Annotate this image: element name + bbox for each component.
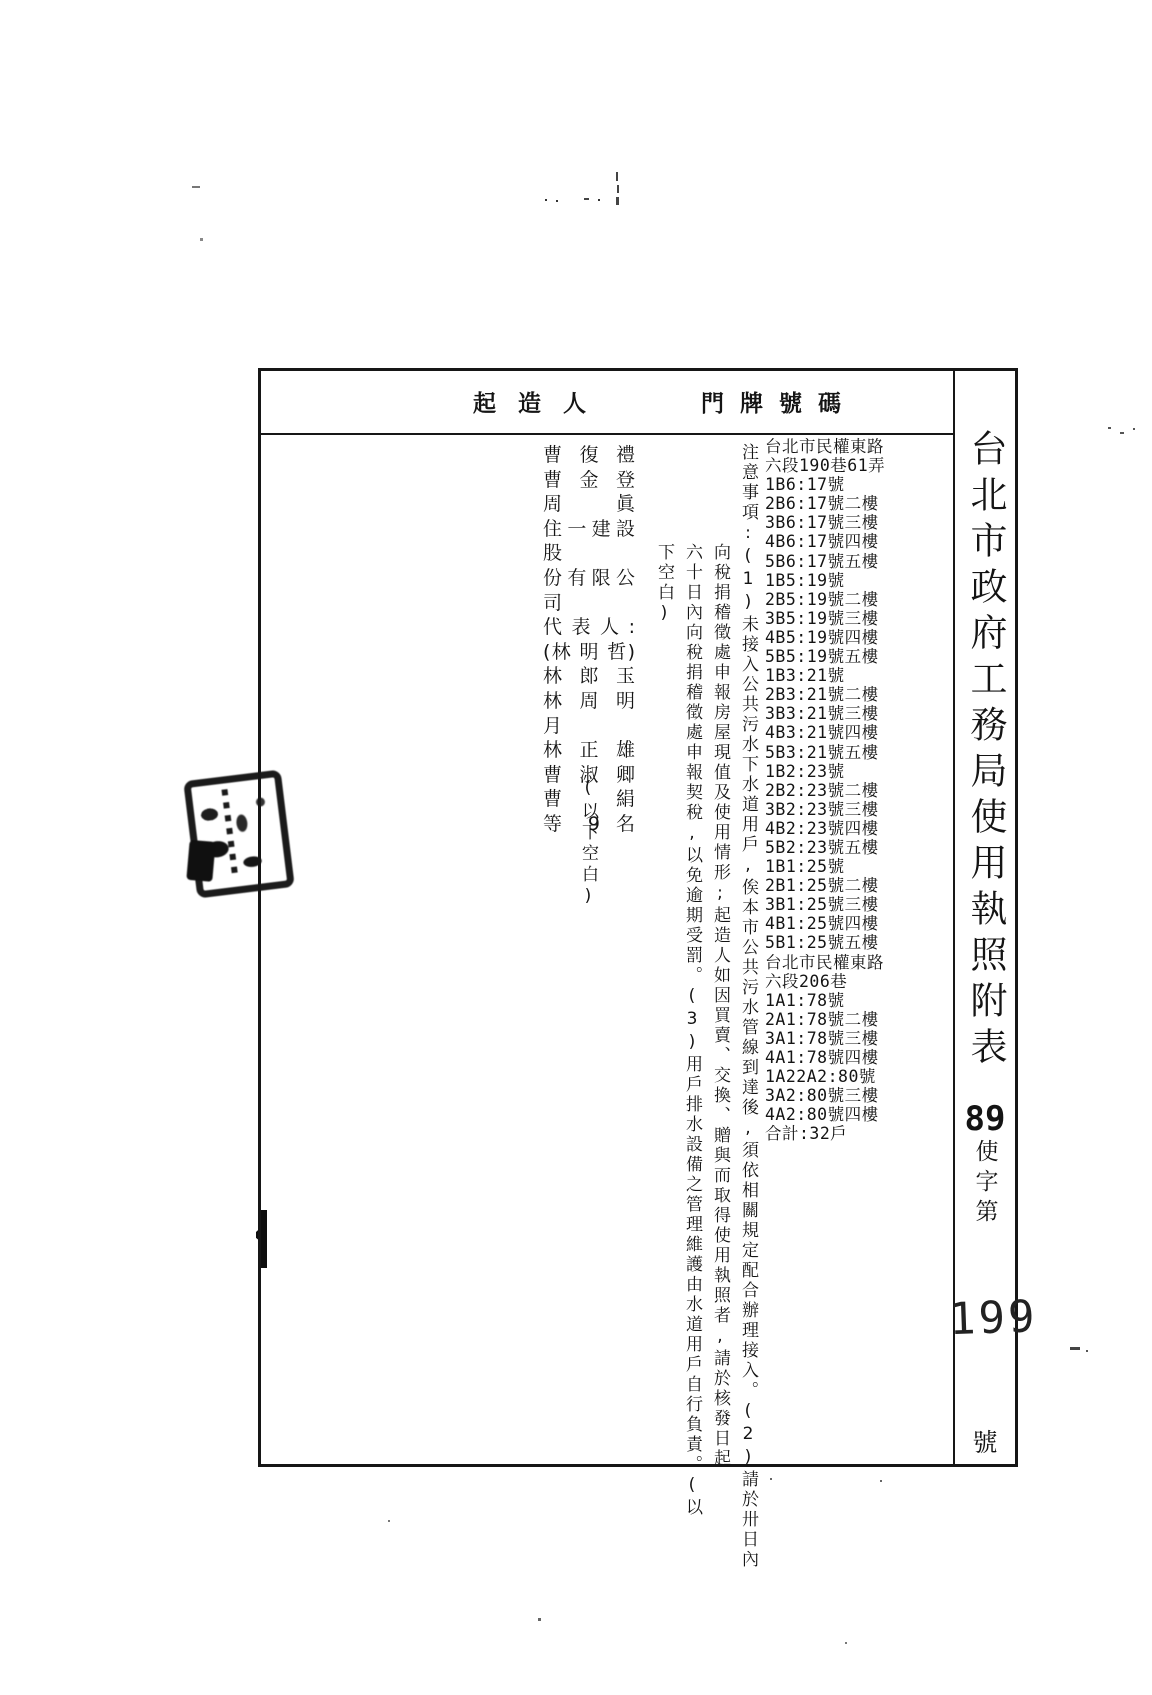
address-line: 2B1:25號二樓: [765, 876, 879, 896]
builder-name-line: 曹 金 登: [543, 468, 635, 491]
notes-column-2: 向稅捐稽徵處申報房屋現值及使用情形;起造人如因買賣、交換、贈與而取得使用執照者,請於核發日起: [710, 543, 730, 1469]
scan-noise: [616, 172, 618, 181]
address-line: 1A1:78號: [765, 990, 845, 1010]
address-line: 4B6:17號四樓: [765, 532, 879, 552]
builder-name-line: 住一建設股: [543, 517, 635, 565]
builder-name-line: 代 表 人 :: [543, 616, 635, 639]
scan-noise: [538, 1618, 541, 1621]
address-line: 六段190巷61弄: [765, 456, 886, 476]
scan-noise: [598, 199, 600, 201]
builder-name-line: 等 9 名: [543, 812, 635, 835]
builder-name-line: 林 正 雄: [543, 739, 635, 762]
address-line: 2A1:78號二樓: [765, 1009, 879, 1029]
builder-name-line: 曹 淑 卿: [543, 763, 635, 786]
scan-noise: [556, 200, 558, 202]
address-line: 3B3:21號三樓: [765, 704, 879, 724]
address-line: 1B3:21號: [765, 666, 845, 686]
address-line: 1A22A2:80號: [765, 1067, 876, 1087]
permit-table: [258, 368, 1039, 1570]
builder-name-line: 林 周 明 月: [543, 689, 635, 737]
scan-noise: [584, 198, 589, 200]
builder-name-line: 份有限公司: [543, 566, 635, 614]
scan-noise: [880, 1480, 882, 1482]
builder-name-line: 曹 絹: [543, 788, 635, 811]
address-line: 台北市民權東路: [765, 952, 884, 972]
scan-noise: [770, 1478, 772, 1480]
scan-noise: [1133, 428, 1135, 430]
address-line: 3A2:80號三樓: [765, 1086, 879, 1106]
address-line: 5B3:21號五樓: [765, 742, 879, 762]
document-title: 台北市政府工務局使用執照附表: [964, 429, 1007, 1073]
address-line: 六段206巷: [765, 971, 848, 991]
address-column-header: 門牌號碼: [701, 391, 857, 417]
address-line: 2B6:17號二樓: [765, 494, 879, 514]
address-line: 2B2:23號二樓: [765, 780, 879, 800]
address-line: 台北市民權東路: [765, 437, 884, 456]
address-line: 1B5:19號: [765, 570, 845, 590]
scan-noise: [1070, 1347, 1080, 1350]
address-line: 2B5:19號二樓: [765, 589, 879, 609]
address-line: 3B1:25號三樓: [765, 895, 879, 915]
scan-noise: [1086, 1350, 1088, 1352]
permit-number-suffix: 號: [972, 1428, 998, 1457]
scan-noise: [1108, 427, 1111, 429]
address-line: 4B2:23號四樓: [765, 818, 879, 838]
scan-noise: [1120, 432, 1124, 434]
builder-end-note: (以下空白): [578, 778, 598, 910]
address-line: 1B2:23號: [765, 761, 845, 781]
builder-name-line: 周 眞: [543, 493, 635, 516]
address-line: 5B6:17號五樓: [765, 551, 879, 571]
address-line: 4B1:25號四樓: [765, 914, 879, 934]
scan-noise: [192, 186, 200, 188]
address-line: 3B6:17號三樓: [765, 513, 879, 533]
scan-noise: [545, 199, 547, 201]
builder-name-line: 林 郎 玉: [543, 665, 635, 688]
notes-column-1: 注意事項:(1)未接入公共污水下水道用戶,俟本市公共污水管線到達後,須依相關規定配合辦理接入。(2)請於卅日內: [738, 443, 758, 1570]
scan-noise: [388, 1520, 390, 1522]
permit-serial-number: 199: [948, 1291, 1039, 1346]
builder-name-line: 曹 復 禮: [543, 444, 635, 466]
address-line: 3B5:19號三樓: [765, 608, 879, 628]
address-line: 4B5:19號四樓: [765, 627, 879, 647]
address-line: 1B6:17號: [765, 475, 845, 495]
address-line: 3A1:78號三樓: [765, 1028, 879, 1048]
notes-column-4: 下空白): [654, 543, 674, 626]
address-line: 5B5:19號五樓: [765, 647, 879, 667]
address-line: 5B2:23號五樓: [765, 837, 879, 857]
address-line: 4A1:78號四樓: [765, 1048, 879, 1067]
table-header-row: [261, 371, 953, 435]
notes-column-3: 六十日內向稅捐稽徵處申報契稅,以免逾期受罰。(3)用戶排水設備之管理維護由水道用戶自行負責。(以: [682, 543, 702, 1518]
permit-series-label: 使字第: [971, 1139, 998, 1229]
address-line: 合計:32戶: [765, 1124, 848, 1144]
document-title-column: [948, 371, 1039, 1464]
address-line: 4B3:21號四樓: [765, 723, 879, 743]
address-line: 3B2:23號三樓: [765, 799, 879, 819]
address-line: 2B3:21號二樓: [765, 685, 879, 705]
address-line: 1B1:25號: [765, 857, 845, 877]
builder-name-line: (林 明 哲): [543, 640, 635, 663]
scan-noise: [200, 238, 203, 241]
permit-year-number: 89: [964, 1099, 1006, 1139]
builder-column-header: 起造人: [473, 391, 608, 417]
scan-noise: [616, 197, 619, 205]
scan-noise: [617, 185, 619, 193]
address-list: [765, 437, 961, 1143]
address-line: 5B1:25號五樓: [765, 933, 879, 953]
scan-noise: [845, 1642, 847, 1644]
address-line: 4A2:80號四樓: [765, 1105, 879, 1125]
